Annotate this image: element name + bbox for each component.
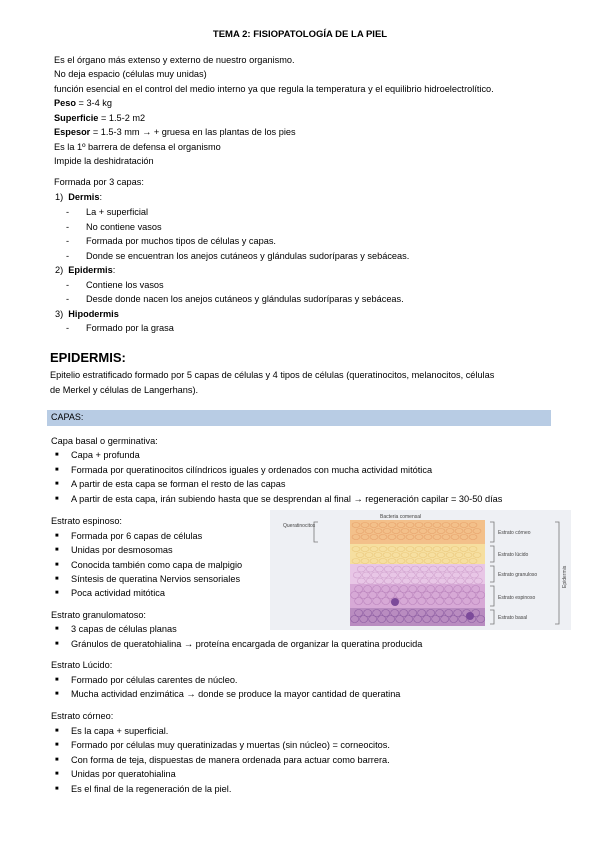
list-item: Formada por 6 capas de células [71,531,203,541]
list-item: Capa + profunda [71,450,140,460]
label-lucido: Estrato lúcido [498,552,529,558]
dash-icon: - [66,207,70,217]
label-granuloso: Estrato granuloso [498,572,538,578]
list-item: Formada por muchos tipos de células y capas. [86,236,276,246]
list-item: Formado por células carentes de núcleo. [71,675,238,685]
list-item: Desde donde nacen los anejos cutáneos y glándulas sudoríparas y sebáceas. [86,294,404,304]
list-item: Poca actividad mitótica [71,588,165,598]
layer-name: Epidermis [68,265,113,275]
epidermis-illustration [270,510,571,630]
list-item: Mucha actividad enzimática → donde se produce la mayor cantidad de queratina [71,689,401,699]
bullet-icon: ■ [55,562,59,568]
page-title: TEMA 2: FISIOPATOLOGÍA DE LA PIEL [212,29,388,40]
list-item: Formado por la grasa [86,323,174,333]
bullet-icon: ■ [55,691,59,697]
list-item: Formado por células muy queratinizadas y muertas (sin núcleo) = corneocitos. [71,740,390,750]
prop-peso [54,97,112,109]
bullet-icon: ■ [55,533,59,539]
list-item: Síntesis de queratina Nervios sensoriales [71,574,241,584]
bullet-icon: ■ [55,771,59,777]
prop-superficie [54,112,145,124]
list-item: Formada por queratinocitos cilíndricos iguales y ordenados con mucha actividad mitótica [71,465,433,475]
bullet-icon: ■ [55,547,59,553]
capas-banner-label: CAPAS: [51,412,84,422]
list-item: No contiene vasos [86,222,162,232]
list-item: Conocida también como capa de malpigio [71,560,243,570]
epidermis-desc: Epitelio estratificado formado por 5 capas de células y 4 tipos de células (queratinocitos, melanocitos, células [50,370,495,380]
intro-line: No deja espacio (células muy unidas) [54,69,207,79]
stratum-heading: Estrato Lúcido: [51,660,113,670]
bullet-icon: ■ [55,481,59,487]
list-item: Donde se encuentran los anejos cutáneos y glándulas sudoríparas y sebáceas. [86,251,410,261]
label-basal: Estrato basal [498,615,528,621]
list-item: Con forma de teja, dispuestas de manera ordenada para actuar como barrera. [71,755,390,765]
list-item: Contiene los vasos [86,280,164,290]
label-corneo: Estrato córneo [498,530,531,536]
bullet-icon: ■ [55,576,59,582]
stratum-heading: Estrato espinoso: [51,516,122,526]
epidermis-desc: de Merkel y células de Langerhans). [50,385,199,395]
bullet-icon: ■ [55,467,59,473]
intro-line: función esencial en el control del medio interno ya que regula la temperatura y el equilibrio hidroelectrolítico. [54,84,494,94]
list-item: Es el final de la regeneración de la piel. [71,784,232,794]
dash-icon: - [66,294,70,304]
intro-line: Es el órgano más extenso y externo de nuestro organismo. [54,55,295,65]
list-item: 3 capas de células planas [71,624,177,634]
layer-name: Dermis [68,192,100,202]
list-item: Unidas por queratohialina [71,769,176,779]
layer-suffix: : [99,192,102,202]
epidermis-diagram [270,510,571,630]
bullet-icon: ■ [55,786,59,792]
prop-value: = 1.5-2 m2 [98,113,146,123]
bullet-icon: ■ [55,728,59,734]
layer-number: 2) [55,265,64,275]
layer-suffix: : [112,265,116,275]
dash-icon: - [66,251,70,261]
prop-label: Superficie [54,113,99,123]
melanocyte-cell [391,598,399,606]
layer-number: 3) [55,309,64,319]
list-item: Gránulos de queratohialina → proteína encargada de organizar la queratina producida [71,639,423,649]
epidermis-heading: EPIDERMIS: [50,350,126,365]
layers-intro: Formada por 3 capas: [54,177,144,187]
bacteria-label: Bacteria comensal [380,514,422,520]
layer-heading [55,191,102,203]
bullet-icon: ■ [55,626,59,632]
bullet-icon: ■ [55,496,59,502]
list-item: A partir de esta capa se forman el resto de las capas [71,479,286,489]
layer-name: Hipodermis [68,309,119,319]
stratum-heading: Estrato granulomatoso: [51,610,146,620]
bullet-icon: ■ [55,590,59,596]
label-espinoso: Estrato espinoso [498,595,536,601]
list-item: Es la capa + superficial. [71,726,169,736]
layer-heading [55,264,115,276]
list-item: A partir de esta capa, irán subiendo hasta que se desprendan al final → regeneración capilar = 30-50 días [71,494,503,504]
bullet-icon: ■ [55,452,59,458]
bullet-icon: ■ [55,641,59,647]
prop-value: = 1.5-3 mm → + gruesa en las plantas de los pies [90,127,296,137]
intro-line: Impide la deshidratación [54,156,154,166]
dash-icon: - [66,323,70,333]
bullet-icon: ■ [55,677,59,683]
bullet-icon: ■ [55,757,59,763]
melanocyte-cell [466,612,474,620]
prop-label: Peso [54,98,76,108]
label-epidermis: Epidermis [562,565,568,588]
layer-number: 1) [55,192,64,202]
dash-icon: - [66,222,70,232]
capas-banner [47,410,551,426]
queratinocitos-label: Queratinocitos [283,523,316,529]
dash-icon: - [66,280,70,290]
stratum-basal-band [350,608,485,626]
layer-heading [55,308,119,320]
list-item: Unidas por desmosomas [71,545,173,555]
stratum-heading: Capa basal o germinativa: [51,436,158,446]
prop-value: = 3-4 kg [75,98,112,108]
stratum-heading: Estrato córneo: [51,711,114,721]
list-item: La + superficial [86,207,149,217]
bullet-icon: ■ [55,742,59,748]
prop-label: Espesor [54,127,91,137]
intro-line: Es la 1º barrera de defensa el organismo [54,142,221,152]
dash-icon: - [66,236,70,246]
prop-espesor [54,126,296,138]
